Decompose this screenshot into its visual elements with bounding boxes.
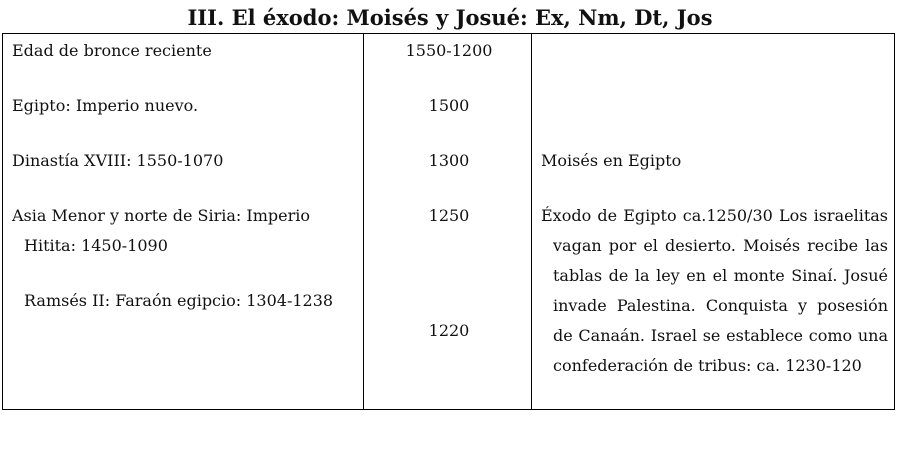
table-row: [3, 34, 895, 410]
date-1500: 1500: [428, 96, 470, 115]
date-1300: 1300: [428, 151, 470, 170]
document-title: III. El éxodo: Moisés y Josué: Ex, Nm, Dt, Jos: [187, 5, 713, 30]
context-hittite-empire: Hitita: 1450-1090: [24, 236, 168, 255]
events-column: [532, 34, 895, 410]
context-egypt-new-kingdom: Egipto: Imperio nuevo.: [12, 96, 199, 115]
date-1250: 1250: [428, 206, 470, 225]
timeline-table: [2, 33, 895, 410]
dates-column: [364, 34, 532, 410]
context-bronze-age: Edad de bronce reciente: [12, 41, 212, 60]
date-1220: 1220: [428, 321, 470, 340]
event-exodus: Éxodo de Egipto ca.1250/30 Los israelitas vagan por el desierto. Moisés recibe las tablas de la ley en el monte Sinaí. Josué invade Palestina. Conquista y posesión de Canaán. Israel se establece como una confederación de tribus: ca. 1230-120: [541, 206, 888, 375]
context-column: [3, 34, 364, 410]
date-1550-1200: 1550-1200: [405, 41, 493, 60]
context-dynasty-xviii: Dinastía XVIII: 1550-1070: [12, 151, 224, 170]
context-ramses-ii: Ramsés II: Faraón egipcio: 1304-1238: [24, 291, 334, 310]
event-moses-in-egypt: Moisés en Egipto: [541, 151, 682, 170]
context-asia-minor: Asia Menor y norte de Siria: Imperio: [12, 206, 310, 225]
